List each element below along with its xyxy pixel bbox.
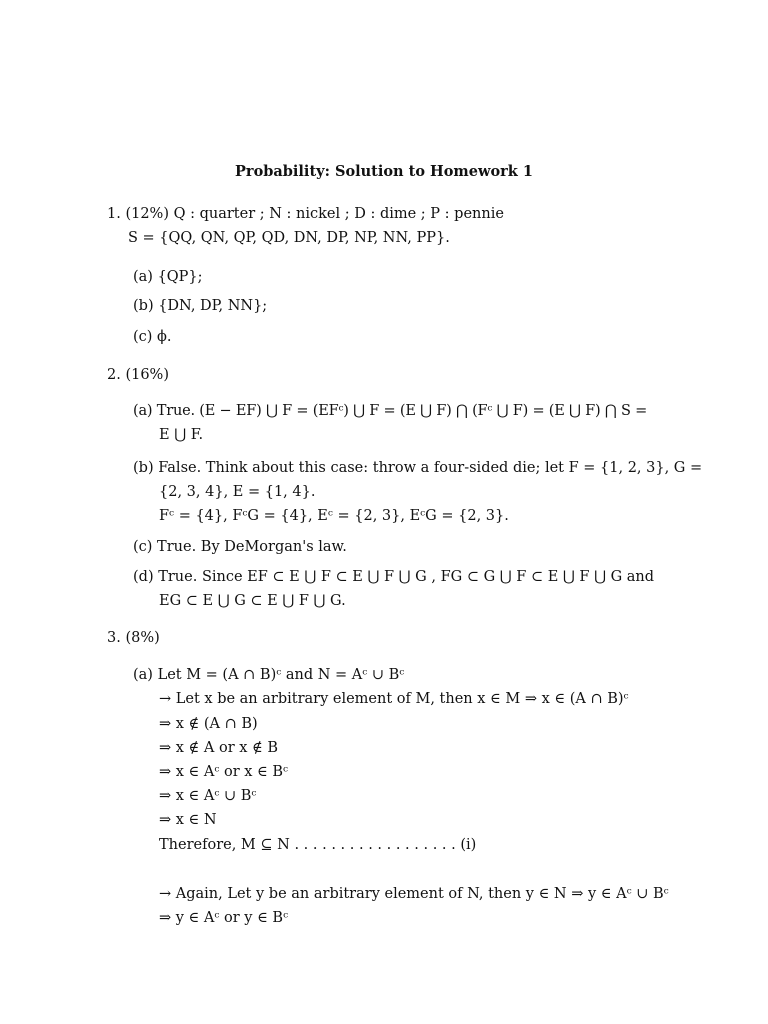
problem-2b-line-1: (b) False. Think about this case: throw a four-sided die; let F = {1, 2, 3}, G = — [133, 460, 703, 476]
proof-step-8: ⇒ y ∈ Aᶜ or y ∈ Bᶜ — [159, 910, 289, 926]
problem-2a-line-1: (a) True. (E − EF) ⋃ F = (EFᶜ) ⋃ F = (E ⋃ F) ⋂ (Fᶜ ⋃ F) = (E ⋃ F) ⋂ S = — [133, 403, 648, 419]
problem-1c: (c) ϕ. — [133, 329, 172, 345]
document-title: Probability: Solution to Homework 1 — [235, 163, 533, 180]
problem-2d-line-1: (d) True. Since EF ⊂ E ⋃ F ⊂ E ⋃ F ⋃ G , FG ⊂ G ⋃ F ⊂ E ⋃ F ⋃ G and — [133, 569, 655, 585]
problem-2b-line-3: Fᶜ = {4}, FᶜG = {4}, Eᶜ = {2, 3}, EᶜG = {2, 3}. — [159, 508, 509, 524]
problem-3a-line-1: (a) Let M = (A ∩ B)ᶜ and N = Aᶜ ∪ Bᶜ — [133, 667, 405, 683]
proof-step-4: ⇒ x ∈ Aᶜ or x ∈ Bᶜ — [159, 764, 289, 780]
problem-2d-line-2: EG ⊂ E ⋃ G ⊂ E ⋃ F ⋃ G. — [159, 593, 346, 609]
problem-2a-line-2: E ⋃ F. — [159, 427, 204, 443]
proof-conclusion-i: Therefore, M ⊆ N . . . . . . . . . . . . . . . . . . (i) — [159, 837, 477, 853]
proof-step-6: ⇒ x ∈ N — [159, 812, 217, 828]
proof-step-7: → Again, Let y be an arbitrary element of N, then y ∈ N ⇒ y ∈ Aᶜ ∪ Bᶜ — [159, 886, 669, 902]
problem-2-header: 2. (16%) — [107, 367, 169, 383]
proof-step-1: → Let x be an arbitrary element of M, then x ∈ M ⇒ x ∈ (A ∩ B)ᶜ — [159, 691, 629, 707]
problem-1b: (b) {DN, DP, NN}; — [133, 298, 268, 314]
problem-1-sample-space: S = {QQ, QN, QP, QD, DN, DP, NP, NN, PP}. — [128, 230, 450, 246]
proof-step-2: ⇒ x ∉ (A ∩ B) — [159, 716, 258, 732]
proof-step-3: ⇒ x ∉ A or x ∉ B — [159, 740, 279, 756]
problem-3-header: 3. (8%) — [107, 630, 160, 646]
problem-1-header: 1. (12%) Q : quarter ; N : nickel ; D : dime ; P : pennie — [107, 206, 504, 222]
proof-step-5: ⇒ x ∈ Aᶜ ∪ Bᶜ — [159, 788, 257, 804]
problem-2b-line-2: {2, 3, 4}, E = {1, 4}. — [159, 484, 316, 500]
problem-2c: (c) True. By DeMorgan's law. — [133, 539, 347, 555]
problem-1a: (a) {QP}; — [133, 269, 203, 285]
